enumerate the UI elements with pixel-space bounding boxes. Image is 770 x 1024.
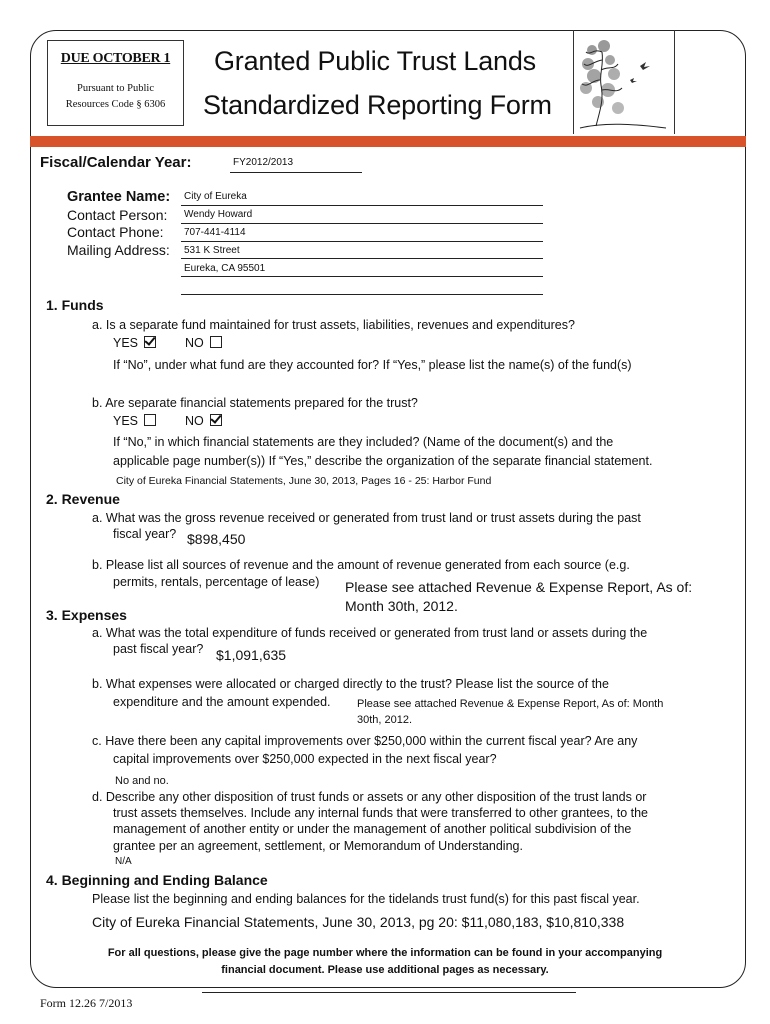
mailing-address-underline-3 xyxy=(181,294,543,295)
expenses-heading: 3. Expenses xyxy=(46,607,127,623)
mailing-address-label: Mailing Address: xyxy=(67,242,170,258)
contact-person-underline xyxy=(181,223,543,224)
expenses-question-a-line-2: past fiscal year? xyxy=(113,642,204,656)
yes-label: YES xyxy=(113,336,139,350)
funds-heading: 1. Funds xyxy=(46,297,104,313)
contact-person-label: Contact Person: xyxy=(67,207,168,223)
fiscal-year-underline xyxy=(230,172,362,173)
no-label: NO xyxy=(185,336,204,350)
revenue-b-answer-line-1[interactable]: Please see attached Revenue & Expense Report, As of: xyxy=(345,579,693,595)
revenue-a-answer[interactable]: $898,450 xyxy=(187,531,246,547)
revenue-question-b-line-1: b. Please list all sources of revenue and the amount of revenue generated from each source (e.g. xyxy=(92,558,630,572)
expenses-question-b-line-2: expenditure and the amount expended. xyxy=(113,695,331,709)
due-date-box xyxy=(47,40,184,126)
contact-phone-label: Contact Phone: xyxy=(67,224,164,240)
expenses-question-d-line-2: trust assets themselves. Include any internal funds that were transferred to other grantees, to the xyxy=(113,806,649,820)
funds-a-no-option[interactable] xyxy=(185,335,222,352)
form-number: Form 12.26 7/2013 xyxy=(40,996,133,1010)
funds-a-yes-option[interactable] xyxy=(113,335,156,352)
revenue-b-answer-line-2[interactable]: Month 30th, 2012. xyxy=(345,598,458,614)
footer-note-line-2: financial document. Please use additional pages as necessary. xyxy=(221,964,549,976)
expenses-question-c-line-2: capital improvements over $250,000 expected in the next fiscal year? xyxy=(113,752,497,766)
contact-phone-underline xyxy=(181,241,543,242)
fiscal-year-label: Fiscal/Calendar Year: xyxy=(40,154,192,171)
yes-label: YES xyxy=(113,414,139,428)
pursuant-line-2: Resources Code § 6306 xyxy=(65,99,166,110)
funds-a-yes-checkbox[interactable] xyxy=(144,336,156,348)
expenses-question-c-line-1: c. Have there been any capital improvements over $250,000 within the current fiscal year? Are any xyxy=(92,734,638,748)
form-title-line-1: Granted Public Trust Lands xyxy=(214,46,536,76)
funds-b-followup-2: applicable page number(s)) If “Yes,” describe the organization of the separate financial statement. xyxy=(113,454,653,468)
balance-instruction: Please list the beginning and ending balances for the tidelands trust fund(s) for this past fiscal year. xyxy=(92,892,640,906)
expenses-a-answer[interactable]: $1,091,635 xyxy=(216,647,287,663)
expenses-b-answer-line-2[interactable]: 30th, 2012. xyxy=(357,714,413,726)
contact-person-field[interactable]: Wendy Howard xyxy=(184,209,253,220)
funds-b-yes-option[interactable] xyxy=(113,413,156,430)
expenses-question-a-line-1: a. What was the total expenditure of funds received or generated from trust land or assets during the xyxy=(92,626,648,640)
balance-answer[interactable]: City of Eureka Financial Statements, June 30, 2013, pg 20: $11,080,183, $10,810,338 xyxy=(92,914,625,930)
funds-a-followup: If “No”, under what fund are they accounted for? If “Yes,” please list the name(s) of the fund(s) xyxy=(113,358,632,372)
fiscal-year-field[interactable]: FY2012/2013 xyxy=(233,157,294,168)
signature-line xyxy=(202,992,576,993)
funds-b-answer[interactable]: City of Eureka Financial Statements, June 30, 2013, Pages 16 - 25: Harbor Fund xyxy=(116,475,492,487)
balance-heading: 4. Beginning and Ending Balance xyxy=(46,872,268,888)
funds-question-a: a. Is a separate fund maintained for trust assets, liabilities, revenues and expenditures? xyxy=(92,318,575,332)
due-date: DUE OCTOBER 1 xyxy=(60,51,171,66)
contact-phone-field[interactable]: 707-441-4114 xyxy=(184,227,246,238)
grantee-name-field[interactable]: City of Eureka xyxy=(184,191,247,202)
expenses-question-d-line-3: management of another entity or under the management of another political subdivision of the xyxy=(113,822,632,836)
expenses-c-answer[interactable]: No and no. xyxy=(115,775,169,787)
funds-b-no-checkbox[interactable] xyxy=(210,414,222,426)
footer-note-line-1: For all questions, please give the page number where the information can be found in your accompanying xyxy=(107,947,663,959)
logo-box xyxy=(573,30,675,134)
expenses-question-d-line-4: grantee per an agreement, settlement, or Memorandum of Understanding. xyxy=(113,839,523,853)
pursuant-line-1: Pursuant to Public xyxy=(76,83,154,94)
funds-b-followup-1: If “No,” in which financial statements are they included? (Name of the document(s) and the xyxy=(113,435,614,449)
funds-b-no-option[interactable] xyxy=(185,413,222,430)
funds-b-yes-checkbox[interactable] xyxy=(144,414,156,426)
tree-logo-icon xyxy=(574,30,674,134)
expenses-d-answer[interactable]: N/A xyxy=(115,856,132,867)
revenue-question-a-line-2: fiscal year? xyxy=(113,527,177,541)
expenses-b-answer-line-1[interactable]: Please see attached Revenue & Expense Report, As of: Month xyxy=(357,698,664,710)
mailing-address-line-2[interactable]: Eureka, CA 95501 xyxy=(184,263,266,274)
expenses-question-d-line-1: d. Describe any other disposition of trust funds or assets or any other disposition of the trust lands or xyxy=(92,790,647,804)
revenue-question-b-line-2: permits, rentals, percentage of lease) xyxy=(113,575,320,589)
mailing-address-underline-1 xyxy=(181,258,543,259)
funds-a-no-checkbox[interactable] xyxy=(210,336,222,348)
mailing-address-underline-2 xyxy=(181,276,543,277)
header-divider-bar xyxy=(30,136,746,147)
revenue-question-a-line-1: a. What was the gross revenue received or generated from trust land or trust assets during the past xyxy=(92,511,641,525)
expenses-question-b-line-1: b. What expenses were allocated or charged directly to the trust? Please list the source of the xyxy=(92,677,609,691)
no-label: NO xyxy=(185,414,204,428)
form-title-line-2: Standardized Reporting Form xyxy=(203,90,552,120)
revenue-heading: 2. Revenue xyxy=(46,491,120,507)
grantee-name-underline xyxy=(181,205,543,206)
funds-question-b: b. Are separate financial statements prepared for the trust? xyxy=(92,396,418,410)
mailing-address-line-1[interactable]: 531 K Street xyxy=(184,245,240,256)
grantee-name-label: Grantee Name: xyxy=(67,189,171,205)
